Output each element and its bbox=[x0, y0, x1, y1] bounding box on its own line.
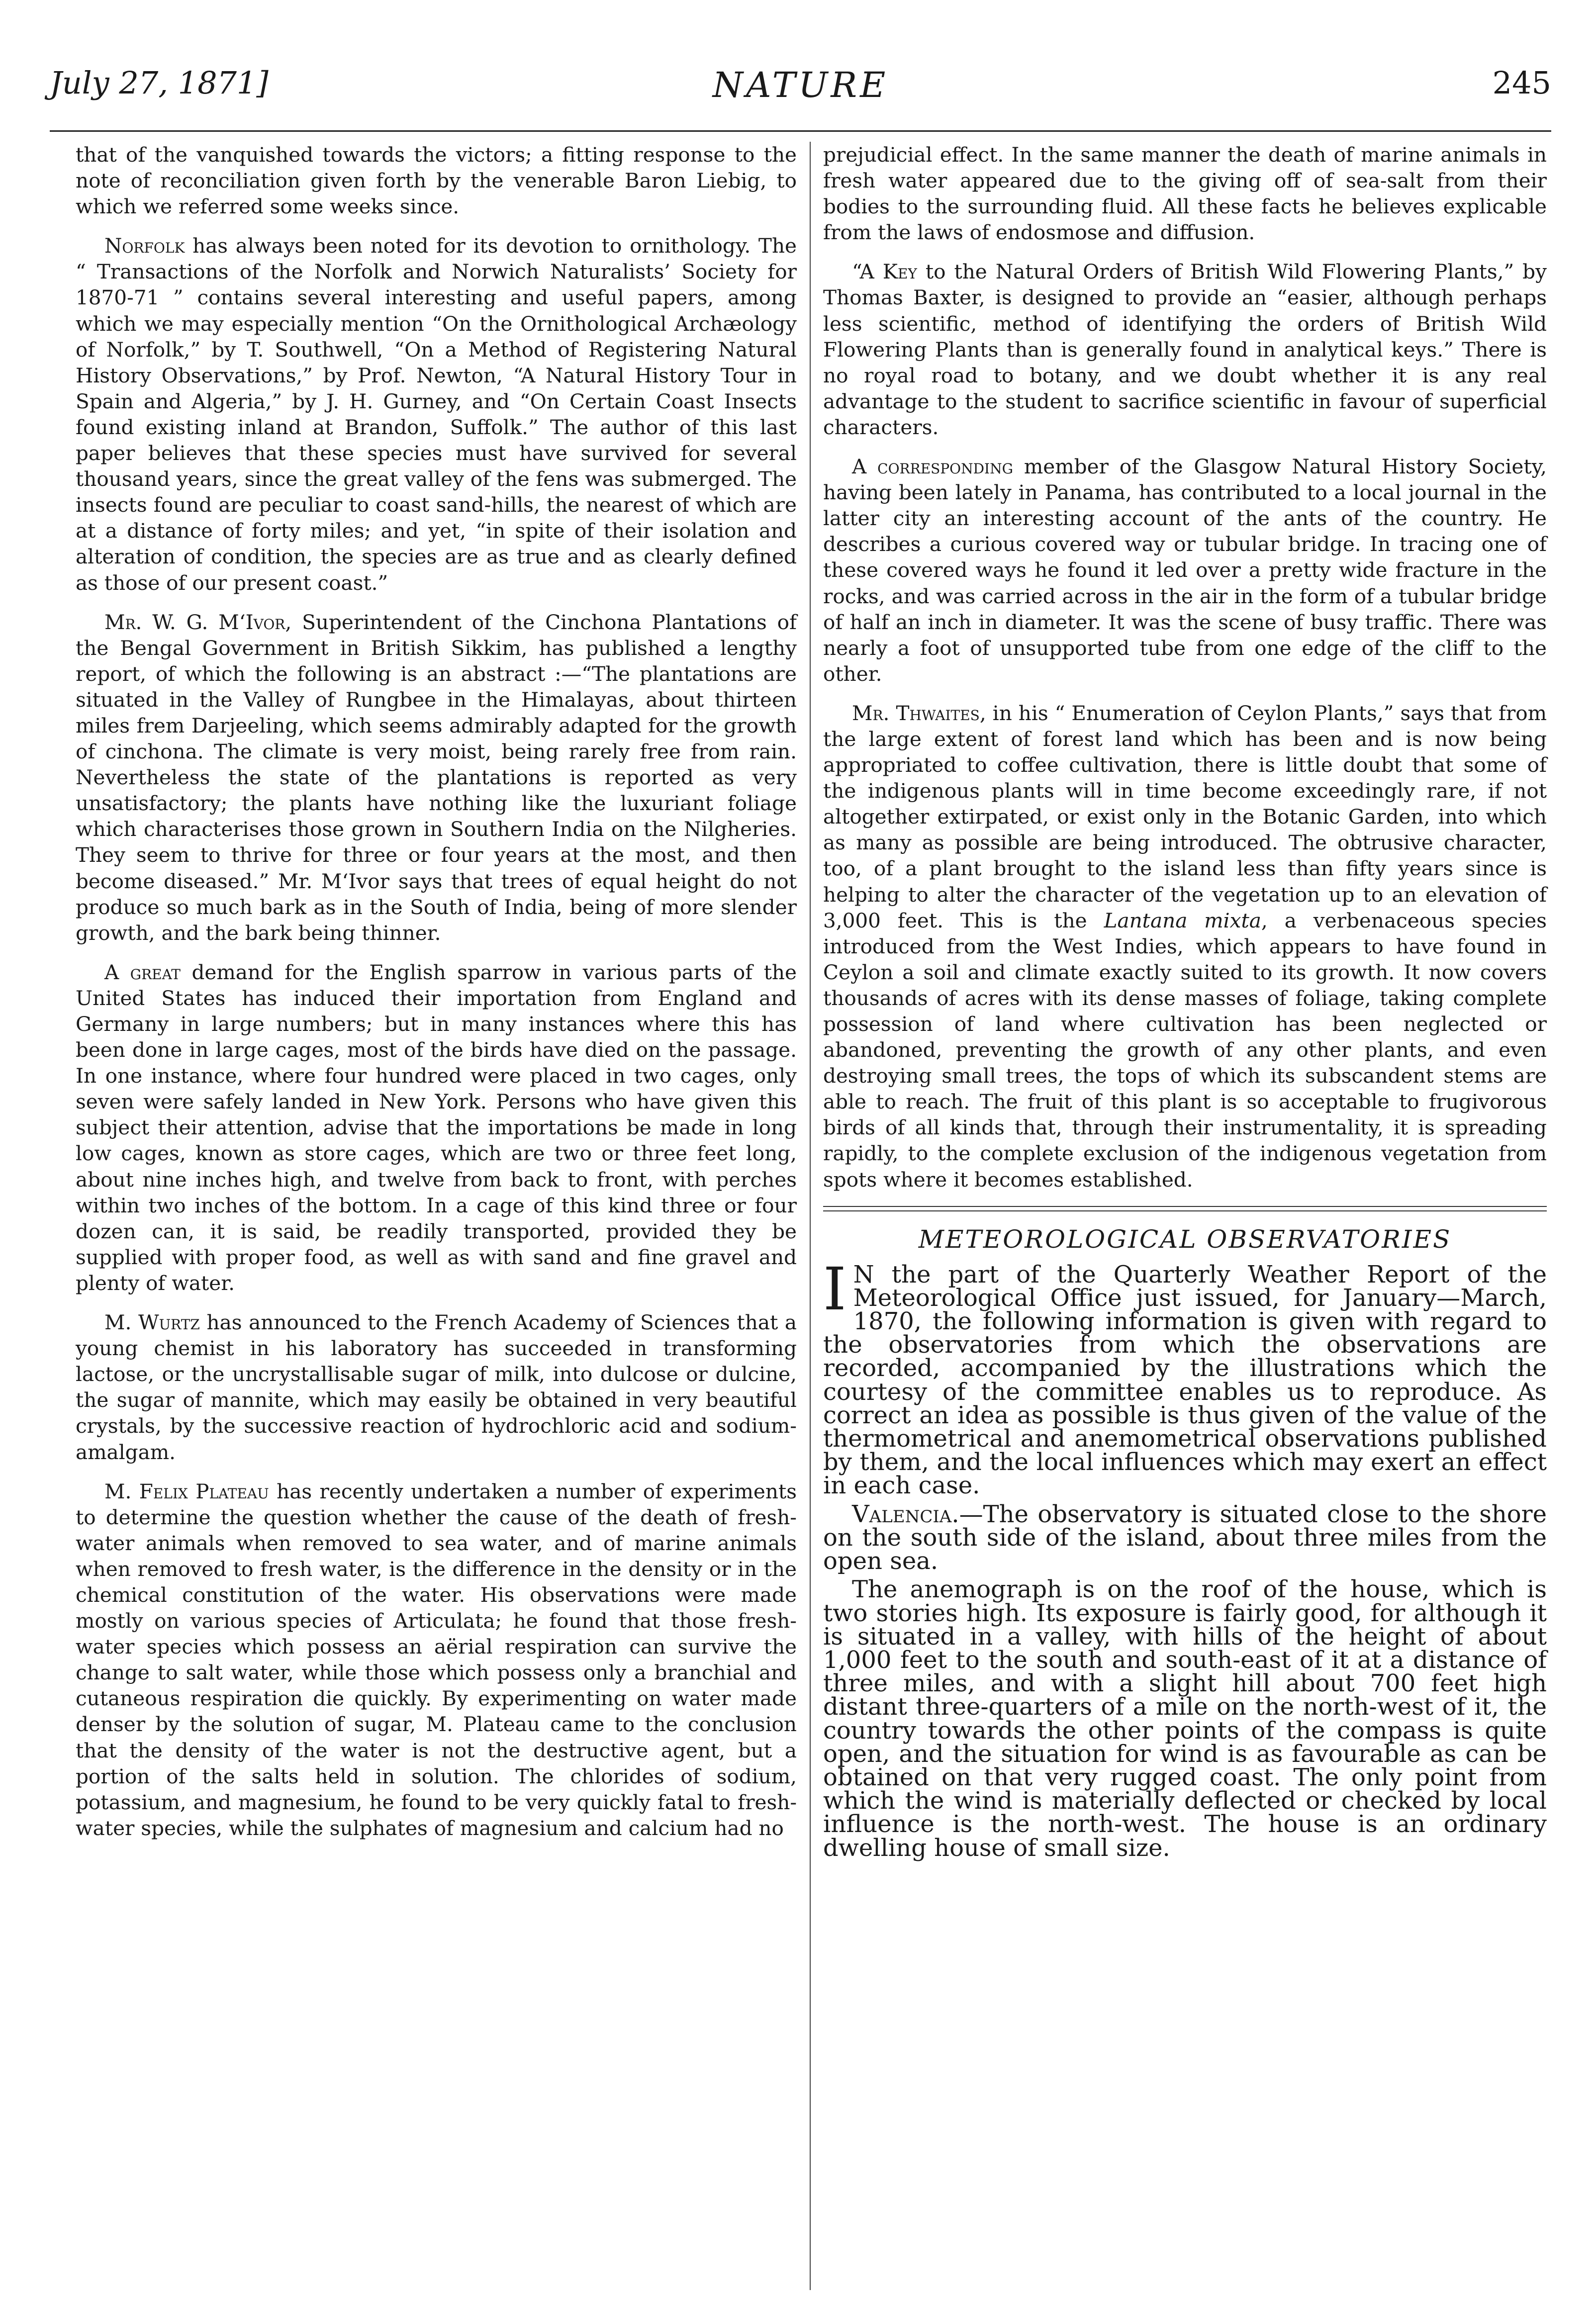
header-rule bbox=[50, 130, 1551, 132]
species-name: Lantana mixta bbox=[1104, 908, 1261, 932]
text-quarterly-report: N the part of the Quarterly Weather Report of the Meteorological Office just issued, for January—March, 1870, the following information is given with regard to the observatories from which the observations are recorded, accompanied by the illustrations which the courtesy of the committee enables us to reproduce. As correct an idea as possible is thus given of the value of the thermometrical and anemometrical observations published by them, and the local influences which may exert an effect in each case. bbox=[823, 1260, 1547, 1500]
text-sparrow: demand for the English sparrow in various parts of the United States has induced their importation from England and Germany in large numbers; but in many instances where this has been done in large cages, most of the birds have died on the passage. In one instance, where four hundred were placed in two cages, only seven were safely landed in New York. Persons who have given this subject their attention, advise that the importations be made in long low cages, known as store cages, which are two or three feet long, about nine inches high, and twelve from back to front, with perches within two inches of the bottom. In a cage of this kind three or four dozen can, it is said, be readily transported, provided they be supplied with proper food, as well as with sand and fine gravel and plenty of water. bbox=[76, 960, 797, 1295]
page-header bbox=[50, 65, 1551, 119]
paragraph-anemograph: The anemograph is on the roof of the house, which is two stories high. Its exposure is fairly good, for although it is situated in a valley, with hills of the height of about 1,000 feet to the south and south-east of it at a distance of three miles, and with a slight hill about 700 feet high distant three-quarters of a mile on the north-west of it, the country towards the other points of the compass is quite open, and the situation for wind is as favourable as can be obtained on that very rugged coast. The only point from which the wind is materially deflected or checked by local influence is the north-west. The house is an ordinary dwelling house of small size. bbox=[823, 1575, 1547, 1862]
paragraph-wurtz bbox=[76, 1309, 797, 1465]
section-double-rule bbox=[823, 1206, 1547, 1211]
lead-thwaites: Mr. Thwaites bbox=[852, 701, 980, 725]
text-valencia: —The observatory is situated close to the shore on the south side of the island, about three miles from the open sea. bbox=[823, 1500, 1547, 1575]
text-norfolk: has always been noted for its devotion to ornithology. The “ Transactions of the Norfolk and Norwich Naturalists’ Society for 1870-71 ” contains several interesting and useful papers, among which we may especially mention “On the Ornithological Archæology of Norfolk,” by T. Southwell, “On a Method of Registering Natural History Observations,” by Prof. Newton, “A Natural History Tour in Spain and Algeria,” by J. H. Gurney, and “On Certain Coast Insects found existing inland at Brandon, Suffolk.” The author of this last paper believes that these species must have survived for several thousand years, since the great valley of the fens was submerged. The insects found are peculiar to coast sand-hills, the nearest of which are at a distance of forty miles; and yet, “in spite of their isolation and alteration of condition, the species are as true and as clearly defined as those of our present coast.” bbox=[76, 234, 797, 595]
lead-mivor: Mr. W. G. M‘Ivor bbox=[104, 610, 285, 634]
paragraph-liebig: that of the vanquished towards the victors; a fitting response to the note of reconciliation given forth by the venerable Baron Liebig, to which we referred some weeks since. bbox=[76, 143, 797, 219]
text-thwaites-a: , in his “ Enumeration of Ceylon Plants,” says that from the large extent of forest land which has been and is now being appropriated to coffee cultivation, there is little doubt that some of the indigenous plants will in time become exceedingly rare, if not altogether extirpated, or exist only in the Botanic Garden, into which as many as possible are being introduced. The obtrusive character, too, of a plant brought to the island less than fifty years since is helping to alter the character of the vegetation up to an elevation of 3,000 feet. This is the bbox=[823, 701, 1547, 932]
left-column bbox=[76, 142, 797, 1854]
right-column bbox=[823, 142, 1547, 1865]
lead-key: “A Key bbox=[852, 260, 917, 284]
column-divider bbox=[810, 142, 811, 2290]
paragraph-sparrow bbox=[76, 959, 797, 1296]
text-key: to the Natural Orders of British Wild Flowering Plants,” by Thomas Baxter, is designed to provide an “easier, although perhaps less scientific, method of identifying the orders of British Wild Flowering Plants than is generally found in analytical keys.” There is no royal road to botany, and we doubt whether it is any real advantage to the student to sacrifice scientific in favour of superficial characters. bbox=[823, 260, 1547, 439]
paragraph-quarterly-report bbox=[823, 1254, 1547, 1500]
paragraph-plateau bbox=[76, 1478, 797, 1841]
lead-plateau: M. Felix Plateau bbox=[104, 1479, 269, 1503]
page-number: 245 bbox=[1492, 65, 1551, 101]
paragraph-ants bbox=[823, 454, 1547, 687]
lead-valencia: Valencia. bbox=[852, 1500, 959, 1528]
meteorological-article bbox=[823, 1254, 1547, 1862]
paragraph-plateau-continued: prejudicial effect. In the same manner the death of marine animals in fresh water appeared due to the giving off of sea-salt from their bodies to the surrounding fluid. All these facts he believes explicable from the laws of endosmose and diffusion. bbox=[823, 143, 1547, 245]
text-mivor: , Superintendent of the Cinchona Plantations of the Bengal Government in British Sikkim, has published a lengthy report, of which the following is an abstract :—“The plantations are situated in the Valley of Rungbee in the Himalayas, about thirteen miles frem Darjeeling, which seems admirably adapted for the growth of cinchona. The climate is very moist, being rarely free from rain. Nevertheless the state of the plantations is reported as very unsatisfactory; the plants have nothing like the luxuriant foliage which characterises those grown in Southern India on the Nilgheries. They seem to thrive for three or four years at the most, and then become diseased.” Mr. M‘Ivor says that trees of equal height do not produce so much bark as in the South of India, being of more slender growth, and the bark being thinner. bbox=[76, 610, 797, 945]
paragraph-valencia bbox=[823, 1500, 1547, 1575]
paragraph-thwaites bbox=[823, 700, 1547, 1193]
text-thwaites-b: , a verbenaceous species introduced from the West Indies, which appears to have found in Ceylon a soil and climate exactly suited to its growth. It now covers thousands of acres with its dense masses of foliage, taking complete possession of land where cultivation has been neglected or abandoned, preventing the growth of any other plants, and even destroying small trees, the tops of which its subscandent stems are able to reach. The fruit of this plant is so acceptable to frugivorous birds of all kinds that, through their instrumentality, it is spreading rapidly, to the complete exclusion of the indigenous vegetation from spots where it becomes established. bbox=[823, 908, 1547, 1192]
section-title: METEOROLOGICAL OBSERVATORIES bbox=[918, 1224, 1452, 1254]
text-plateau: has recently undertaken a number of experiments to determine the question whether the cause of the death of fresh-water animals when removed to sea water, and of marine animals when removed to fresh water, is the difference in the density or in the chemical constitution of the water. His observations were made mostly on various species of Articulata; he found that those fresh-water species which possess an aërial respiration can survive the change to salt water, while those which possess only a branchial and cutaneous respiration die quickly. By experimenting on water made denser by the solution of sugar, M. Plateau came to the conclusion that the density of the water is not the destructive agent, but a portion of the salts held in solution. The chlorides of sodium, potassium, and magnesium, he found to be very quickly fatal to fresh-water species, while the sulphates of magnesium and calcium had no bbox=[76, 1479, 797, 1840]
drop-cap: I bbox=[823, 1254, 846, 1323]
lead-norfolk: Norfolk bbox=[104, 234, 185, 258]
lead-corresponding: A corresponding bbox=[852, 455, 1013, 479]
journal-title: NATURE bbox=[712, 65, 889, 105]
paragraph-baxter-key bbox=[823, 259, 1547, 440]
text-ants: member of the Glasgow Natural History Society, having been lately in Panama, has contributed to a local journal in the latter city an interesting account of the ants of the country. He describes a curious covered way or tubular bridge. In tracing one of these covered ways he found it led over a pretty wide fracture in the rocks, and was carried across in the air in the form of a tubular bridge of half an inch in diameter. It was the scene of busy traffic. There was nearly a foot of unsupported tube from one edge of the cliff to the other. bbox=[823, 455, 1547, 686]
lead-sparrow: A great bbox=[104, 960, 181, 984]
lead-wurtz: M. Wurtz bbox=[104, 1310, 200, 1335]
text-wurtz: has announced to the French Academy of Sciences that a young chemist in his laboratory has succeeded in transforming lactose, or the uncrystallisable sugar of milk, into dulcose or dulcine, the sugar of mannite, which may easily be obtained in very beautiful crystals, by the successive reaction of hydrochloric acid and sodium-amalgam. bbox=[76, 1310, 797, 1464]
issue-date: July 27, 1871] bbox=[50, 65, 269, 101]
paragraph-norfolk bbox=[76, 233, 797, 595]
paragraph-mivor bbox=[76, 609, 797, 946]
